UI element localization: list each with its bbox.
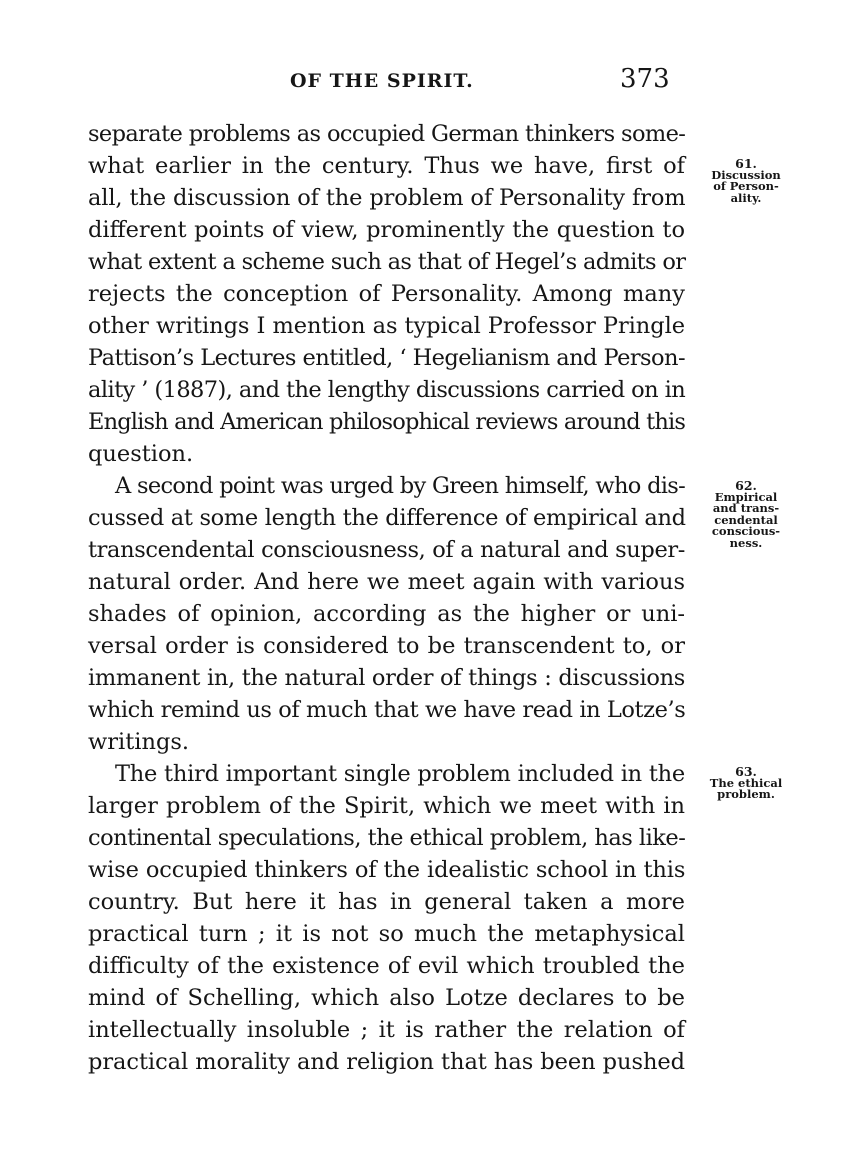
text-line: immanent in, the natural order of things : discussions (88, 665, 685, 691)
page-header (0, 64, 850, 94)
text-line: which remind us of much that we have read in Lotze’s (88, 697, 686, 723)
text-line: transcendental consciousness, of a natural and super- (88, 537, 685, 563)
text-line: larger problem of the Spirit, which we meet with in (88, 793, 685, 819)
text-line: The third important single problem included in the (115, 761, 685, 787)
text-line: all, the discussion of the problem of Personality from (88, 185, 686, 211)
margin-note-line: and trans- (712, 501, 780, 515)
page-number: 373 (620, 64, 670, 94)
text-line: different points of view, prominently the question to (88, 217, 685, 243)
text-line: English and American philosophical reviews around this (88, 409, 686, 435)
text-line: continental speculations, the ethical problem, has like- (88, 825, 686, 851)
text-line: separate problems as occupied German thinkers some- (88, 121, 686, 147)
margin-note-63 (690, 766, 802, 801)
text-line: A second point was urged by Green himself, who dis- (115, 473, 685, 499)
text-line: wise occupied thinkers of the idealistic school in this (88, 857, 686, 883)
running-title: OF THE SPIRIT. (290, 70, 474, 92)
margin-note-number: 63. (735, 764, 757, 779)
margin-note-number: 62. (735, 478, 757, 493)
margin-note-line: Empirical (714, 489, 778, 504)
text-line: difficulty of the existence of evil which troubled the (88, 953, 685, 979)
text-line: what earlier in the century. Thus we have, first of (88, 153, 685, 179)
text-line: mind of Schelling, which also Lotze declares to be (88, 985, 685, 1011)
text-line: intellectually insoluble ; it is rather the relation of (88, 1017, 685, 1043)
text-line: shades of opinion, according as the higher or uni- (88, 601, 685, 627)
margin-note-line: of Person- (713, 179, 779, 193)
text-line: writings. (88, 729, 190, 755)
text-line: natural order. And here we meet again with various (88, 569, 685, 595)
text-line: country. But here it has in general taken a more (88, 889, 685, 915)
margin-note-line: cendental (714, 512, 778, 527)
margin-note-line: ality. (730, 190, 762, 205)
text-line: practical morality and religion that has been pushed (88, 1049, 685, 1075)
margin-note-number: 61. (735, 156, 757, 171)
margin-note-62 (690, 480, 802, 549)
text-line: other writings I mention as typical Professor Pringle (88, 313, 685, 339)
text-line: rejects the conception of Personality. Among many (88, 281, 685, 307)
margin-note-line: problem. (717, 787, 775, 801)
text-line: practical turn ; it is not so much the metaphysical (88, 921, 685, 947)
margin-note-line: conscious- (711, 524, 781, 538)
text-line: cussed at some length the difference of empirical and (88, 505, 686, 531)
text-line: question. (88, 441, 194, 467)
text-line: what extent a scheme such as that of Hegel’s admits or (88, 249, 686, 275)
text-line: ality ’ (1887), and the lengthy discussions carried on in (88, 377, 686, 403)
margin-note-line: Discussion (711, 167, 781, 182)
margin-note-line: ness. (729, 535, 763, 550)
text-line: versal order is considered to be transcendent to, or (88, 633, 685, 659)
margin-note-61 (690, 158, 802, 204)
text-line: Pattison’s Lectures entitled, ‘ Hegelianism and Person- (88, 345, 686, 371)
margin-note-line: The ethical (709, 775, 783, 790)
